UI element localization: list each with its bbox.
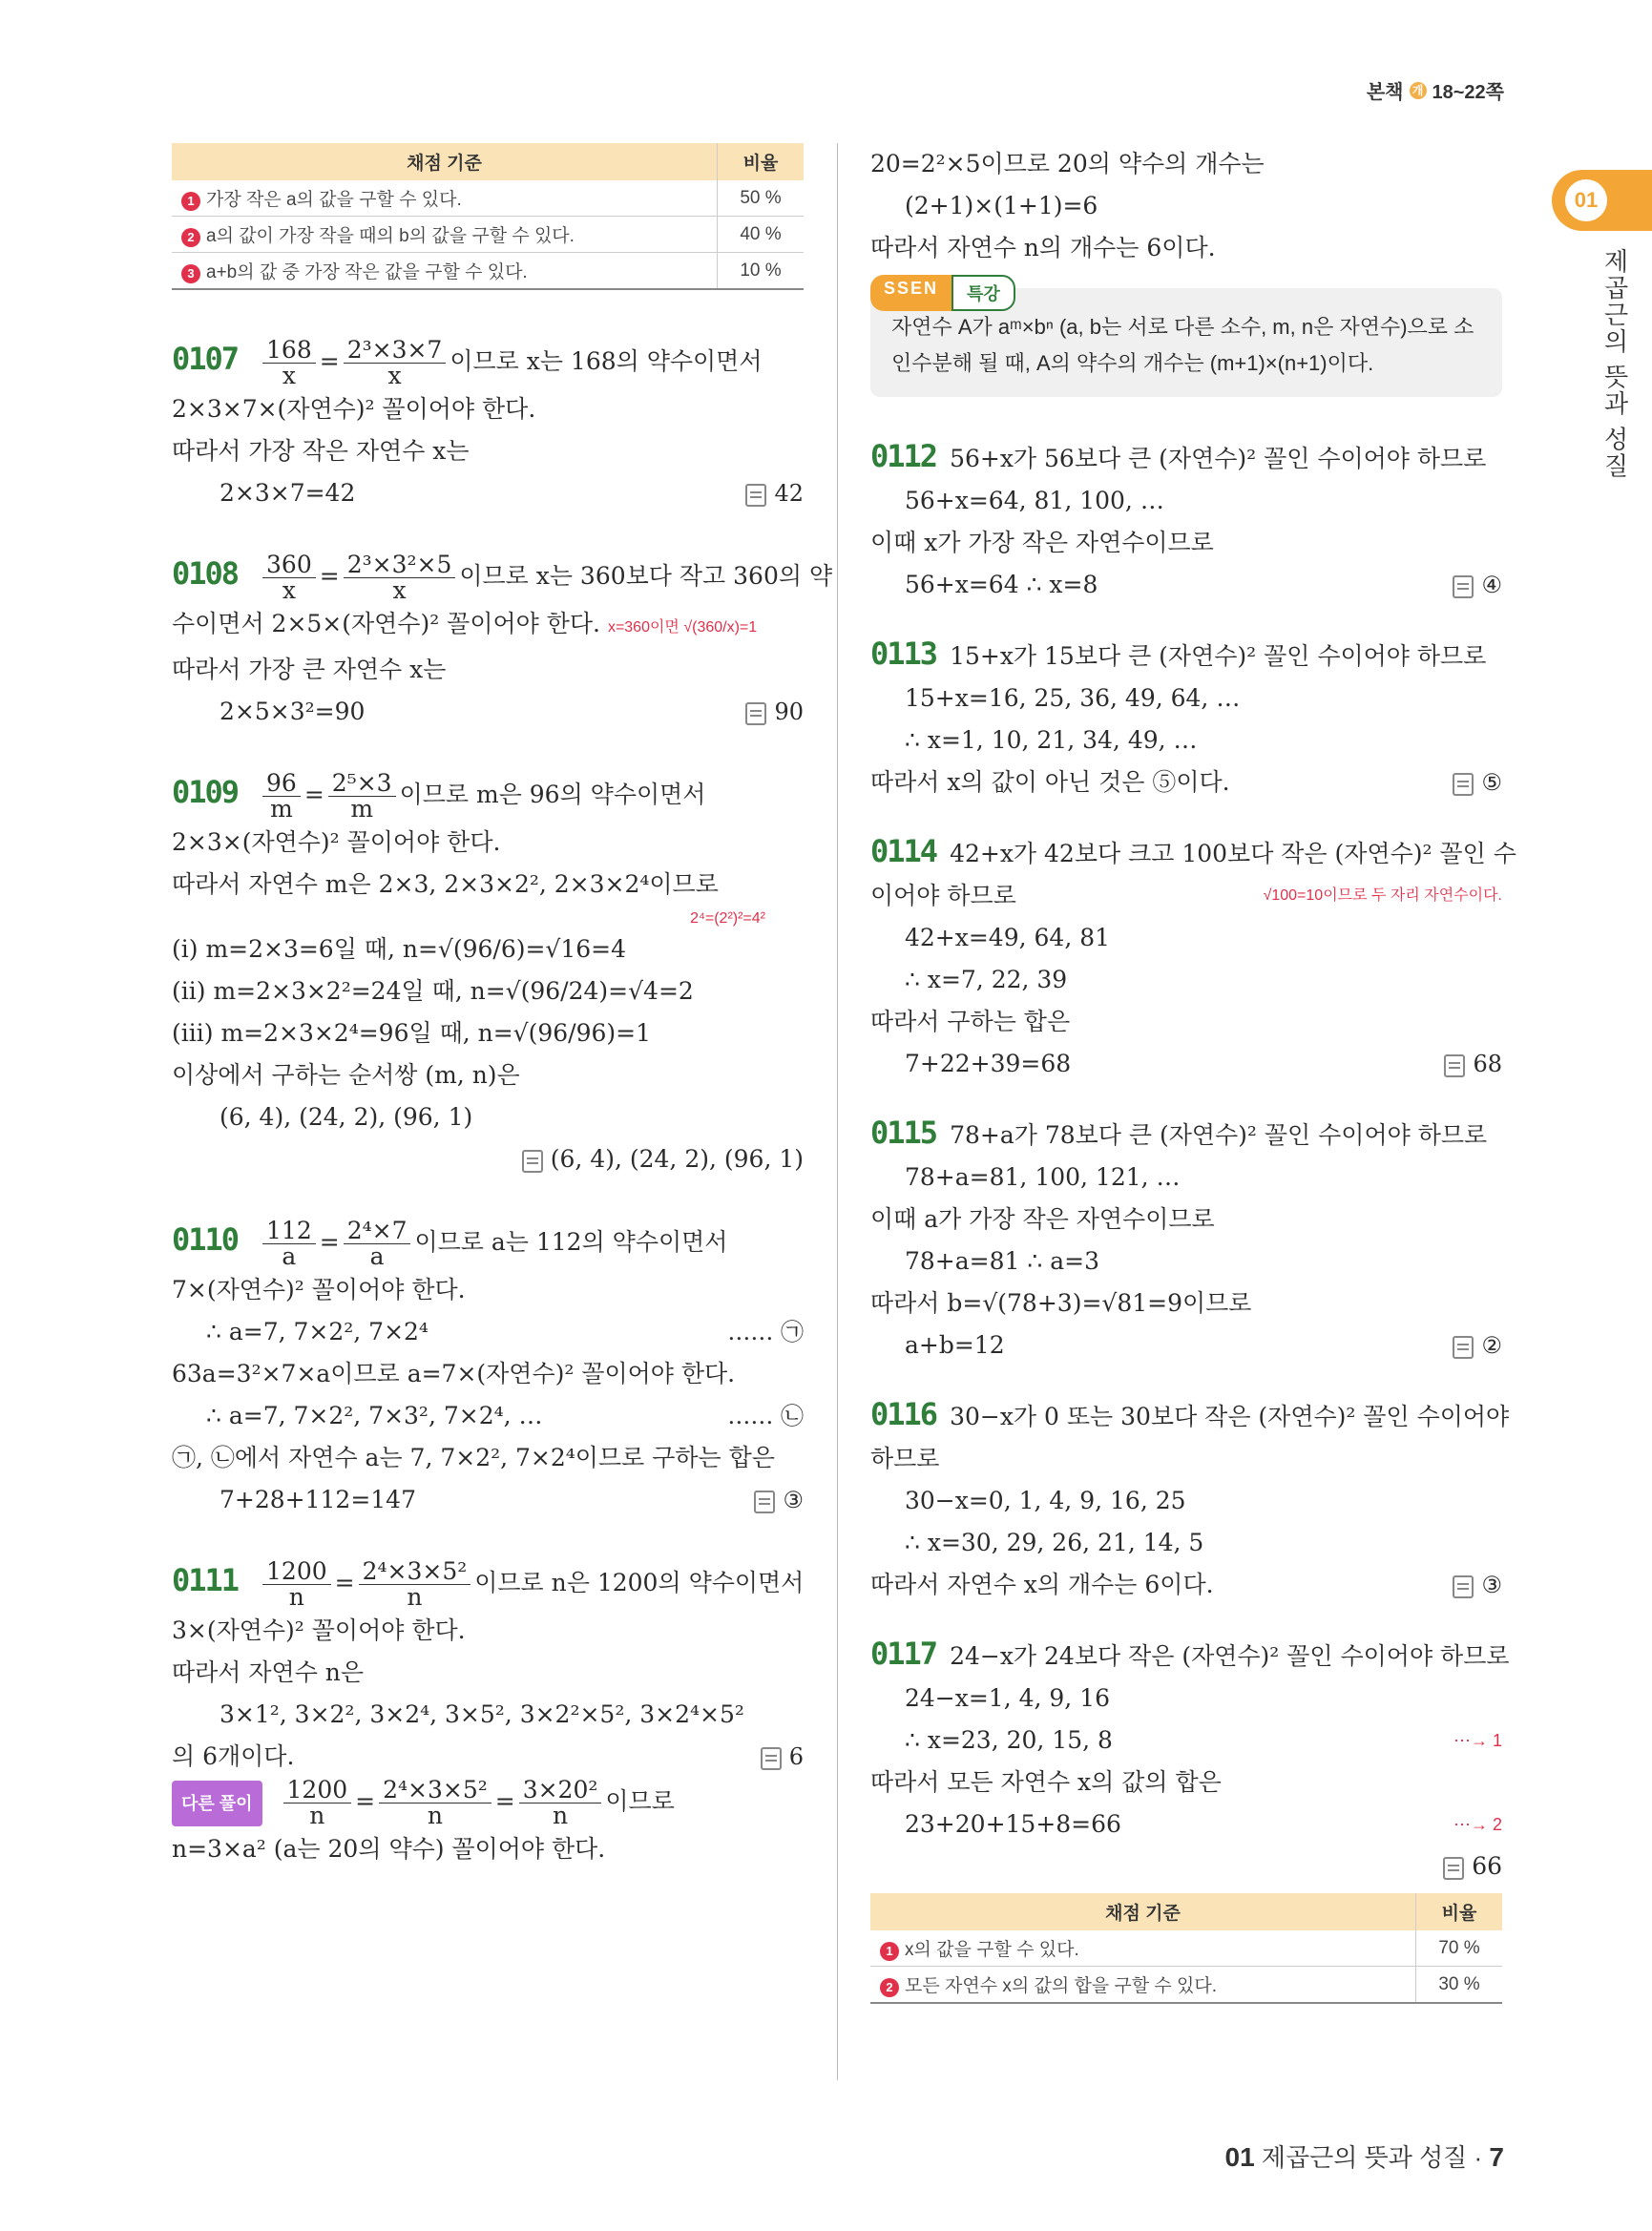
table-row <box>870 1967 1502 2004</box>
solution-text: 이므로 x는 360보다 작고 360의 약 <box>459 562 833 590</box>
answer-icon <box>754 1491 775 1513</box>
solution-text: 하므로 <box>870 1445 940 1472</box>
alt-solution-tag: 다른 풀이 <box>172 1781 262 1826</box>
step-marker: 2 <box>181 228 200 247</box>
solution-text: n=3×a² (a는 20의 약수) 꼴이어야 한다. <box>172 1835 606 1863</box>
problem-number: 0108 <box>172 555 239 592</box>
footer-title: 제곱근의 뜻과 성질 <box>1261 2143 1468 2172</box>
solution-text: 이므로 x는 168의 약수이면서 <box>450 347 763 375</box>
solution-text: 따라서 자연수 n의 개수는 6이다. <box>870 234 1216 261</box>
header-book: 본책 <box>1366 82 1404 103</box>
answer: ② <box>1453 1324 1502 1366</box>
solution-text: 이때 x가 가장 작은 자연수이므로 <box>870 529 1214 556</box>
problem-0112 <box>870 435 1502 606</box>
ratio-cell: 40 % <box>718 217 805 253</box>
footer-chapter: 01 <box>1224 2142 1255 2172</box>
solution-line: 56+x=64 ∴ x=8 ④ <box>870 564 1502 606</box>
solution-line: 따라서 자연수 m은 2×3, 2×3×2², 2×3×2⁴이므로 <box>172 870 719 898</box>
solution-text: 42+x가 42보다 크고 100보다 작은 (자연수)² 꼴인 수 <box>950 840 1516 867</box>
solution-text: 24−x=1, 4, 9, 16 <box>905 1684 1111 1712</box>
solution-text: 이므로 m은 96의 약수이면서 <box>399 781 706 808</box>
problem-number: 0117 <box>870 1636 937 1672</box>
step-marker: 2 <box>880 1978 899 1997</box>
fraction: $\frac{\text{2⁴×7}}{a}$ <box>344 1219 411 1269</box>
step-label: …… ㉠ <box>727 1319 804 1345</box>
solution-text: 따라서 모든 자연수 x의 값의 합은 <box>870 1768 1222 1796</box>
step-marker: ⋯→ 2 <box>1453 1815 1502 1834</box>
answer-icon <box>761 1747 782 1770</box>
fraction: $\frac{\text{3×20²}}{n}$ <box>519 1778 602 1828</box>
answer: ③ <box>754 1479 804 1521</box>
answer-icon <box>745 484 766 507</box>
solution-line: 7+22+39=68 68 <box>870 1043 1502 1085</box>
solution-text: 따라서 가장 작은 자연수 x는 <box>172 437 470 465</box>
answer: 90 <box>745 691 804 733</box>
step-marker: 1 <box>181 192 200 211</box>
solution-text: 42+x=49, 64, 81 <box>905 924 1111 951</box>
solution-line: ∴ x=23, 20, 15, 8 ⋯→ 1 <box>870 1720 1502 1762</box>
case-line: (i) m=2×3=6일 때, n=√(96/6)=√16=4 <box>172 935 627 963</box>
fraction: $\frac{360}{x}$ <box>262 553 316 603</box>
solution-line: 2×3×7=42 42 <box>172 472 804 514</box>
solution-text: 78+a가 78보다 큰 (자연수)² 꼴인 수이어야 하므로 <box>950 1121 1488 1149</box>
answer-icon <box>1444 1054 1465 1077</box>
column-divider <box>837 143 838 2080</box>
right-column <box>870 143 1516 2004</box>
step-marker: 3 <box>181 264 200 283</box>
solution-text: (2+1)×(1+1)=6 <box>905 192 1098 219</box>
solution-text: 따라서 자연수 n은 <box>172 1658 365 1686</box>
step-label: …… ㉡ <box>727 1403 804 1429</box>
solution-text: 24−x가 24보다 작은 (자연수)² 꼴인 수이어야 하므로 <box>950 1642 1510 1670</box>
problem-0108: 0108 $\frac{360}{x}$ = $\frac{\text{2³×3²×5}}{x}$ 이므로 x는 360보다 작고 360의 약 수이면서 2×5×(자연수)² 꼴이어야 한다. x=360이면 √(360/x)=1 따라서 가장 큰 자연수 x는 2×5×3²=90 90 <box>172 553 804 733</box>
criteria-text: x의 값을 구할 수 있다. <box>905 1940 1079 1960</box>
answer: 42 <box>745 472 804 514</box>
solution-text: 이상에서 구하는 순서쌍 (m, n)은 <box>172 1061 520 1089</box>
solution-text: 20=2²×5이므로 20의 약수의 개수는 <box>870 150 1265 177</box>
solution-line: a+b=12 ② <box>870 1324 1502 1366</box>
solution-text: 이므로 n은 1200의 약수이면서 <box>474 1569 805 1596</box>
solution-text: ∴ x=1, 10, 21, 34, 49, … <box>905 726 1198 754</box>
solution-text: 63a=3²×7×a이므로 a=7×(자연수)² 꼴이어야 한다. <box>172 1360 736 1387</box>
grading-table-2 <box>870 1893 1502 2004</box>
criteria-text: a의 값이 가장 작을 때의 b의 값을 구할 수 있다. <box>206 226 575 246</box>
fraction: $\frac{1200}{n}$ <box>283 1778 352 1828</box>
problem-0113 <box>870 633 1502 803</box>
solution-line: 23+20+15+8=66 ⋯→ 2 <box>870 1804 1502 1845</box>
solution-text: 15+x=16, 25, 36, 49, 64, … <box>905 684 1241 712</box>
solution-text: ∴ x=7, 22, 39 <box>905 966 1068 993</box>
chapter-side-title: 제곱근의 뜻과 성질 <box>1600 248 1629 480</box>
ratio-cell: 70 % <box>1416 1930 1503 1967</box>
chapter-tab <box>1552 170 1652 231</box>
solution-line: 의 6개이다. 6 <box>172 1736 804 1778</box>
answer: ④ <box>1453 564 1502 606</box>
problem-0116 <box>870 1393 1510 1606</box>
solution-text: 따라서 가장 큰 자연수 x는 <box>172 656 447 683</box>
solution-line: 7+28+112=147 ③ <box>172 1479 804 1521</box>
ratio-cell: 50 % <box>718 180 805 217</box>
solution-line: 따라서 x의 값이 아닌 것은 ⑤이다. ⑤ <box>870 761 1502 803</box>
fraction: $\frac{168}{x}$ <box>262 338 316 388</box>
problem-number: 0115 <box>870 1115 937 1151</box>
fraction: $\frac{\text{2⁴×3×5²}}{n}$ <box>379 1778 491 1828</box>
problem-number: 0110 <box>172 1221 239 1258</box>
solution-text: 3×(자연수)² 꼴이어야 한다. <box>172 1616 466 1644</box>
fraction: $\frac{112}{a}$ <box>262 1219 316 1269</box>
problem-number: 0109 <box>172 774 239 810</box>
ssen-label-2: 특강 <box>951 275 1015 311</box>
fraction: $\frac{1200}{n}$ <box>262 1559 331 1610</box>
answer-icon <box>1453 773 1474 796</box>
grade-header-criteria: 채점 기준 <box>172 143 718 180</box>
answer-icon <box>1453 1336 1474 1359</box>
solution-line: 수이면서 2×5×(자연수)² 꼴이어야 한다. x=360이면 √(360/x)=1 <box>172 610 758 637</box>
problem-number: 0107 <box>172 341 239 377</box>
grading-table-1 <box>172 143 804 290</box>
side-note: √100=10이므로 두 자리 자연수이다. <box>1263 887 1502 904</box>
table-row <box>172 180 804 217</box>
answer-icon <box>1453 575 1474 598</box>
solution-text: ∴ x=30, 29, 26, 21, 14, 5 <box>905 1529 1204 1556</box>
answer: 68 <box>1444 1043 1502 1085</box>
side-note: 2⁴=(2²)²=4² <box>690 910 765 927</box>
solution-line: ∴ a=7, 7×2², 7×3², 7×2⁴, … …… ㉡ <box>172 1395 804 1437</box>
table-row <box>172 217 804 253</box>
fraction: $\frac{96}{m}$ <box>262 771 301 822</box>
solution-text: 이때 a가 가장 작은 자연수이므로 <box>870 1205 1215 1233</box>
answer-icon <box>522 1150 543 1173</box>
answer-icon <box>1453 1575 1474 1598</box>
solution-text: 따라서 구하는 합은 <box>870 1008 1071 1035</box>
solution-text: ㉠, ㉡에서 자연수 a는 7, 7×2², 7×2⁴이므로 구하는 합은 <box>172 1444 775 1471</box>
problem-0111: 0111 $\frac{1200}{n}$ = $\frac{\text{2⁴×3×5²}}{n}$ 이므로 n은 1200의 약수이면서 3×(자연수)² 꼴이어야 한다. 따라서 자연수 n은 3×1², 3×2², 3×2⁴, 3×5², 3×2²×5², 3×2⁴×5² 의 6개이다. 6 다른 풀이 $\frac{1200}{n}$ = $\frac{\text{2⁴×3×5²}}{n}$ = $\frac{\text{3×20²}}{n}$ 이므로 n=3×a² (a는 20의 약수) 꼴이어야 한다. <box>172 1559 804 1870</box>
left-column <box>172 143 833 1870</box>
case-line: (iii) m=2×3×2⁴=96일 때, n=√(96/96)=1 <box>172 1019 652 1047</box>
solution-text: 30−x=0, 1, 4, 9, 16, 25 <box>905 1487 1186 1514</box>
header-pages: 18~22쪽 <box>1432 82 1504 103</box>
problem-0114 <box>870 830 1516 1085</box>
problem-number: 0111 <box>172 1562 239 1598</box>
solution-text: 3×1², 3×2², 3×2⁴, 3×5², 3×2²×5², 3×2⁴×5² <box>220 1700 744 1728</box>
side-note: x=360이면 √(360/x)=1 <box>607 619 758 636</box>
ssen-special-box <box>870 279 1502 397</box>
answer: (6, 4), (24, 2), (96, 1) <box>172 1138 804 1180</box>
answer-icon <box>745 702 766 725</box>
problem-number: 0116 <box>870 1396 937 1432</box>
solution-text: 15+x가 15보다 큰 (자연수)² 꼴인 수이어야 하므로 <box>950 642 1487 670</box>
ssen-label: SSEN <box>870 275 951 311</box>
grade-header-ratio: 비율 <box>1416 1893 1503 1930</box>
chapter-number: 01 <box>1565 179 1607 221</box>
fraction: $\frac{\text{2³×3×7}}{x}$ <box>344 338 447 388</box>
criteria-text: 가장 작은 a의 값을 구할 수 있다. <box>206 190 462 210</box>
problem-number: 0112 <box>870 438 937 474</box>
grade-header-criteria: 채점 기준 <box>870 1893 1416 1930</box>
solution-line: ∴ a=7, 7×2², 7×2⁴ …… ㉠ <box>172 1311 804 1353</box>
page-header <box>1367 76 1504 104</box>
step-marker: ⋯→ 1 <box>1453 1731 1502 1750</box>
solution-text: 이므로 a는 112의 약수이면서 <box>414 1228 728 1256</box>
solution-text: 78+a=81 ∴ a=3 <box>905 1247 1099 1275</box>
solution-text: 30−x가 0 또는 30보다 작은 (자연수)² 꼴인 수이어야 <box>950 1403 1510 1430</box>
answer: 66 <box>870 1845 1502 1887</box>
answer: ③ <box>1453 1564 1502 1606</box>
solution-text: 56+x=64, 81, 100, … <box>905 487 1164 514</box>
problem-number: 0114 <box>870 833 937 869</box>
ssen-tag <box>870 275 1015 311</box>
ratio-cell: 30 % <box>1416 1967 1503 2004</box>
page-number: 7 <box>1489 2142 1504 2172</box>
fraction: $\frac{\text{2⁵×3}}{m}$ <box>328 771 396 822</box>
criteria-text: 모든 자연수 x의 값의 합을 구할 수 있다. <box>905 1976 1218 1996</box>
solution-text: 따라서 b=√(78+3)=√81=9이므로 <box>870 1289 1252 1317</box>
table-row <box>870 1930 1502 1967</box>
solution-line: 2×5×3²=90 90 <box>172 691 804 733</box>
fraction: $\frac{\text{2⁴×3×5²}}{n}$ <box>359 1559 471 1610</box>
problem-0117 <box>870 1633 1510 1887</box>
table-row <box>172 253 804 290</box>
solution-text: 2×3×(자연수)² 꼴이어야 한다. <box>172 828 501 856</box>
answer: 6 <box>761 1736 804 1778</box>
solution-text: 이므로 <box>605 1787 675 1815</box>
ratio-cell: 10 % <box>718 253 805 290</box>
grade-header-ratio: 비율 <box>718 143 805 180</box>
solution-line: 따라서 자연수 x의 개수는 6이다. ③ <box>870 1564 1502 1606</box>
page-footer: 01 제곱근의 뜻과 성질 · 7 <box>1224 2142 1504 2172</box>
problem-0115 <box>870 1112 1502 1366</box>
step-marker: 1 <box>880 1942 899 1961</box>
problem-0107: 0107 $\frac{168}{x}$ = $\frac{\text{2³×3×7}}{x}$ 이므로 x는 168의 약수이면서 2×3×7×(자연수)² 꼴이어야 한다. 따라서 가장 작은 자연수 x는 2×3×7=42 42 <box>172 338 804 514</box>
solution-text: 2×3×7×(자연수)² 꼴이어야 한다. <box>172 395 536 423</box>
fraction: $\frac{\text{2³×3²×5}}{x}$ <box>344 553 456 603</box>
problem-number: 0113 <box>870 636 937 672</box>
answer: ⑤ <box>1453 761 1502 803</box>
header-badge: 개 <box>1410 82 1427 99</box>
solution-text: 78+a=81, 100, 121, … <box>905 1163 1181 1191</box>
solution-line: 이어야 하므로 √100=10이므로 두 자리 자연수이다. <box>870 875 1502 917</box>
solution-text: (6, 4), (24, 2), (96, 1) <box>220 1103 473 1131</box>
criteria-text: a+b의 값 중 가장 작은 값을 구할 수 있다. <box>206 262 528 282</box>
problem-0109: 0109 $\frac{96}{m}$ = $\frac{\text{2⁵×3}}{m}$ 이므로 m은 96의 약수이면서 2×3×(자연수)² 꼴이어야 한다. 따라서 자연수 m은 2×3, 2×3×2², 2×3×2⁴이므로 2⁴=(2²)²=4² (i) m=2×3=6일 때, n=√(96/6)=√16=4 (ii) m=2×3×2²=24일 때, n=√(96/24)=√4=2 (iii) m=2×3×2⁴=96일 때, n=√(96/96)=1 이상에서 구하는 순서쌍 (m, n)은 (6, 4), (24, 2), (96, 1) (6, 4), (24, 2), (96, 1) <box>172 771 804 1180</box>
solution-text: 7×(자연수)² 꼴이어야 한다. <box>172 1276 466 1303</box>
solution-text: 56+x가 56보다 큰 (자연수)² 꼴인 수이어야 하므로 <box>950 445 1487 472</box>
problem-0110: 0110 $\frac{112}{a}$ = $\frac{\text{2⁴×7}}{a}$ 이므로 a는 112의 약수이면서 7×(자연수)² 꼴이어야 한다. ∴ a=7, 7×2², 7×2⁴ …… ㉠ 63a=3²×7×a이므로 a=7×(자연수)² 꼴이어야 한다. ∴ a=7, 7×2², 7×3², 7×2⁴, … …… ㉡ ㉠, ㉡에서 자연수 a는 7, 7×2², 7×2⁴이므로 구하는 합은 7+28+112=147 ③ <box>172 1219 804 1521</box>
ssen-text: 자연수 A가 aᵐ×bⁿ (a, b는 서로 다른 소수, m, n은 자연수)으로 소인수분해 될 때, A의 약수의 개수는 (m+1)×(n+1)이다. <box>891 315 1474 375</box>
case-line: (ii) m=2×3×2²=24일 때, n=√(96/24)=√4=2 <box>172 977 694 1005</box>
answer-icon <box>1443 1857 1464 1880</box>
